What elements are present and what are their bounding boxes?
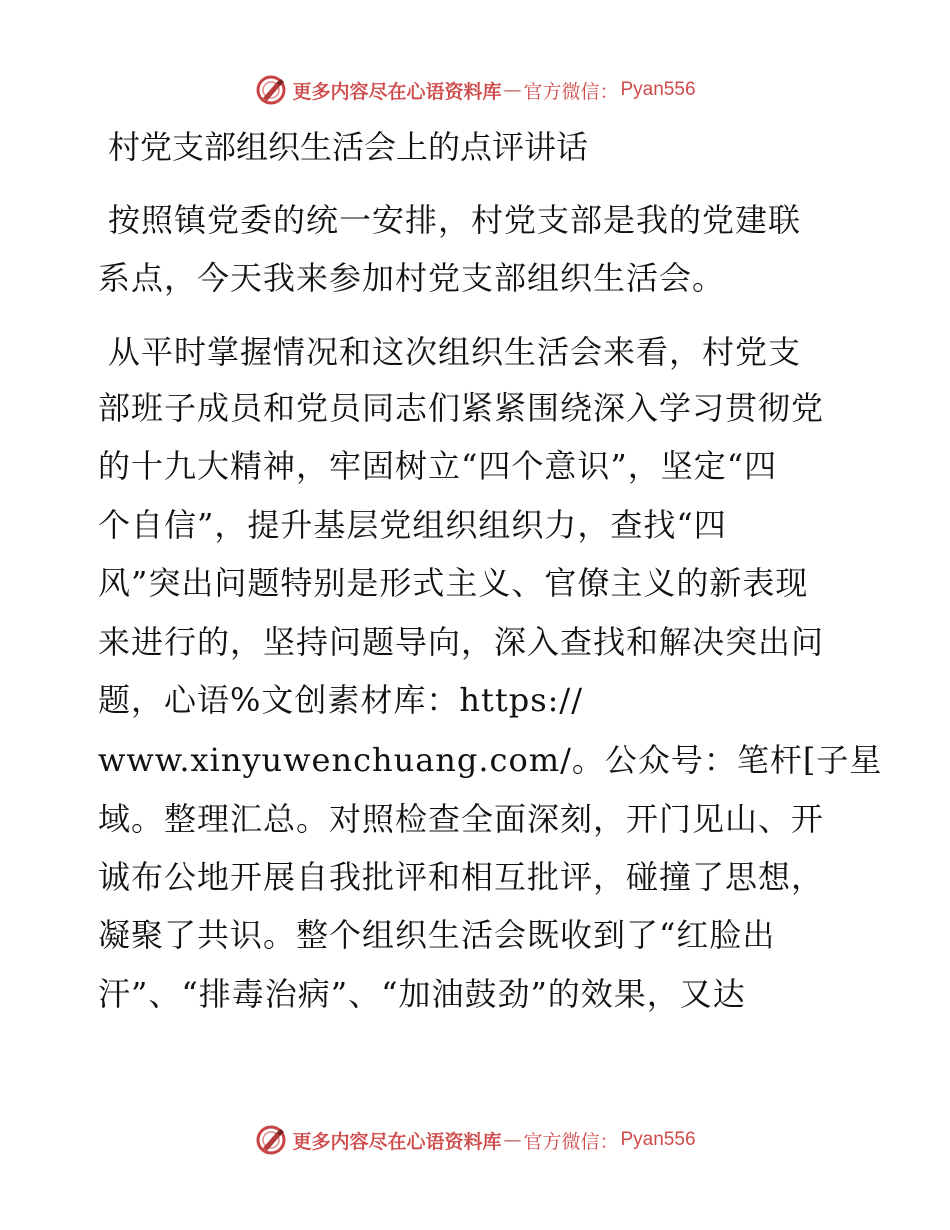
body-line: 域。整理汇总。对照检查全面深刻，开门见山、开 — [98, 800, 825, 838]
body-line: 的十九大精神，牢固树立“四个意识”，坚定“四 — [98, 447, 778, 485]
body-line: 系点，今天我来参加村党支部组织生活会。 — [98, 259, 726, 297]
body-line: 从平时掌握情况和这次组织生活会来看，村党支 — [108, 333, 802, 371]
header-banner — [0, 70, 950, 110]
pen-nib-logo-icon — [254, 73, 288, 107]
body-line: 个自信”，提升基层党组织组织力，查找“四 — [98, 506, 727, 544]
body-line: 题，心语%文创素材库：https:// — [98, 681, 583, 719]
footer-banner — [0, 1120, 950, 1160]
banner-separator: — — [503, 79, 522, 101]
body-line: 部班子成员和党员同志们紧紧围绕深入学习贯彻党 — [98, 389, 825, 427]
body-line: 诚布公地开展自我批评和相互批评，碰撞了思想， — [98, 858, 825, 896]
banner-wechat-id: Pyan556 — [620, 79, 696, 100]
document-title: 村党支部组织生活会上的点评讲话 — [108, 128, 589, 166]
banner-wechat-id: Pyan556 — [620, 1129, 696, 1150]
banner-brand-text: 更多内容尽在心语资料库 — [292, 1130, 502, 1153]
banner-brand-text: 更多内容尽在心语资料库 — [292, 80, 502, 103]
body-line: 凝聚了共识。整个组织生活会既收到了“红脸出 — [98, 916, 776, 954]
body-line: 按照镇党委的统一安排，村党支部是我的党建联 — [108, 201, 802, 239]
banner-wechat-label: 官方微信： — [523, 80, 619, 103]
body-line: www.xinyuwenchuang.com/。公众号：笔杆[子星 — [98, 741, 883, 779]
pen-nib-logo-icon — [254, 1123, 288, 1157]
body-line: 汗”、“排毒治病”、“加油鼓劲”的效果，又达 — [98, 975, 746, 1013]
body-line: 来进行的，坚持问题导向，深入查找和解决突出问 — [98, 623, 825, 661]
banner-wechat-label: 官方微信： — [523, 1130, 619, 1153]
banner-separator: — — [503, 1129, 522, 1151]
body-line: 风”突出问题特别是形式主义、官僚主义的新表现 — [98, 564, 809, 602]
